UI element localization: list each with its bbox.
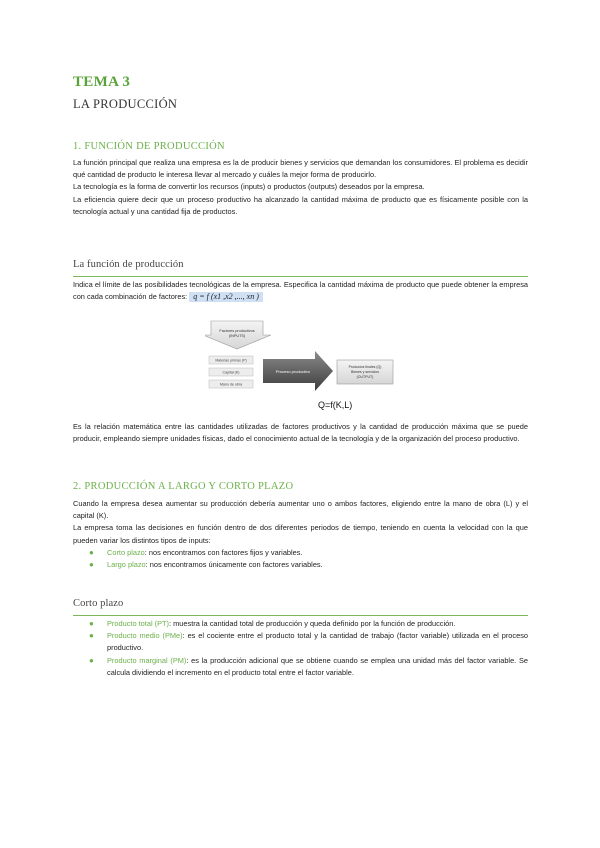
- paragraph: Es la relación matemática entre las cantidades utilizadas de factores productivos y la cantidad de producción máxima que se puede producir, empleando siempre unidades físicas, dado el conocimiento actual de la tecnología y de la organización del proceso productivo.: [73, 422, 528, 444]
- paragraph: Indica el límite de las posibilidades tecnológicas de la empresa. Especifica la cantidad máxima de producto que puede obtener la empresa con cada combinación de factores:: [73, 280, 528, 302]
- outputs-label-3: (OUTPUT): [356, 375, 374, 379]
- factor-label-1: Materias primas (P): [215, 358, 247, 363]
- paragraph: La eficiencia quiere decir que un proceso productivo ha alcanzado la cantidad máxima de producto que es físicamente posible con la tecnología actual y una cantidad fija de productos.: [73, 194, 528, 216]
- bullet-list: [73, 618, 528, 679]
- list-item: ● Largo plazo: nos encontramos únicamente con factores variables.: [73, 559, 528, 571]
- bullet-icon: ●: [89, 655, 94, 665]
- list-item: ● Corto plazo: nos encontramos con factores fijos y variables.: [73, 547, 528, 559]
- paragraph: La tecnología es la forma de convertir los recursos (inputs) o productos (outputs) deseados por la empresa.: [73, 182, 425, 192]
- bullet-icon: ●: [89, 560, 94, 570]
- bullet-icon: ●: [89, 619, 94, 628]
- paragraph: Cuando la empresa desea aumentar su producción debería aumentar uno o ambos factores, eligiendo entre la mano de obra (L) y el capital (K).: [73, 499, 528, 521]
- outputs-label-1: Productos finales (Q): [348, 365, 382, 369]
- inputs-sublabel: (INPUTS): [228, 334, 246, 338]
- outputs-label-2: Bienes y servicios: [350, 370, 380, 374]
- paragraph: La función principal que realiza una empresa es la de producir bienes y servicios que demandan los consumidores. El problema es decidir qué cantidad de producto le interesa llevar al mercado y cuáles la mejor forma de producirlo.: [73, 158, 528, 180]
- production-formula: q = f (x1 ,x2 ,..., xn ): [189, 292, 263, 302]
- bullet-icon: ●: [89, 547, 94, 557]
- process-label: Proceso productivo: [275, 369, 311, 374]
- subsection-heading-funcion: La función de producción: [73, 259, 184, 270]
- section-1-body: [73, 157, 528, 218]
- production-diagram: [205, 319, 395, 394]
- subsection-1-body: [73, 279, 528, 303]
- list-item: ● Producto marginal (PM): es la producción adicional que se obtiene cuando se emplea una unidad más del factor variable. Se calcula dividiendo el incremento en el producto total entre el factor variable.: [89, 655, 528, 677]
- list-item: ● Producto total (PT): muestra la cantidad total de producción y queda definido por la función de producción.: [73, 618, 528, 630]
- page-title: TEMA 3: [73, 74, 131, 90]
- factor-label-2: Capital (K): [222, 370, 240, 375]
- bullet-icon: ●: [89, 631, 94, 641]
- subsection-divider: [73, 276, 528, 277]
- factor-label-3: Mano de obra: [219, 382, 243, 387]
- inputs-label: Factores productivos: [219, 329, 255, 333]
- subsection-divider: [73, 615, 528, 616]
- page-subtitle: LA PRODUCCIÓN: [73, 97, 178, 111]
- list-item: ● Producto medio (PMe): es el cociente entre el producto total y la cantidad de trabajo (factor variable) utilizada en el proceso productivo.: [89, 631, 529, 653]
- diagram-explanation: [73, 421, 528, 445]
- subsection-heading-corto: Corto plazo: [73, 598, 124, 609]
- section-heading-2: 2. PRODUCCIÓN A LARGO Y CORTO PLAZO: [73, 481, 294, 492]
- subsection-2-body: [73, 618, 528, 679]
- section-heading-1: 1. FUNCIÓN DE PRODUCCIÓN: [73, 141, 225, 152]
- paragraph: La empresa toma las decisiones en función dentro de dos diferentes periodos de tiempo, teniendo en cuenta la velocidad con la que pueden variar los distintos tipos de inputs:: [73, 523, 528, 545]
- section-2-body: [73, 498, 528, 571]
- bullet-list: [73, 547, 528, 571]
- diagram-caption: Q=f(K,L): [318, 400, 353, 410]
